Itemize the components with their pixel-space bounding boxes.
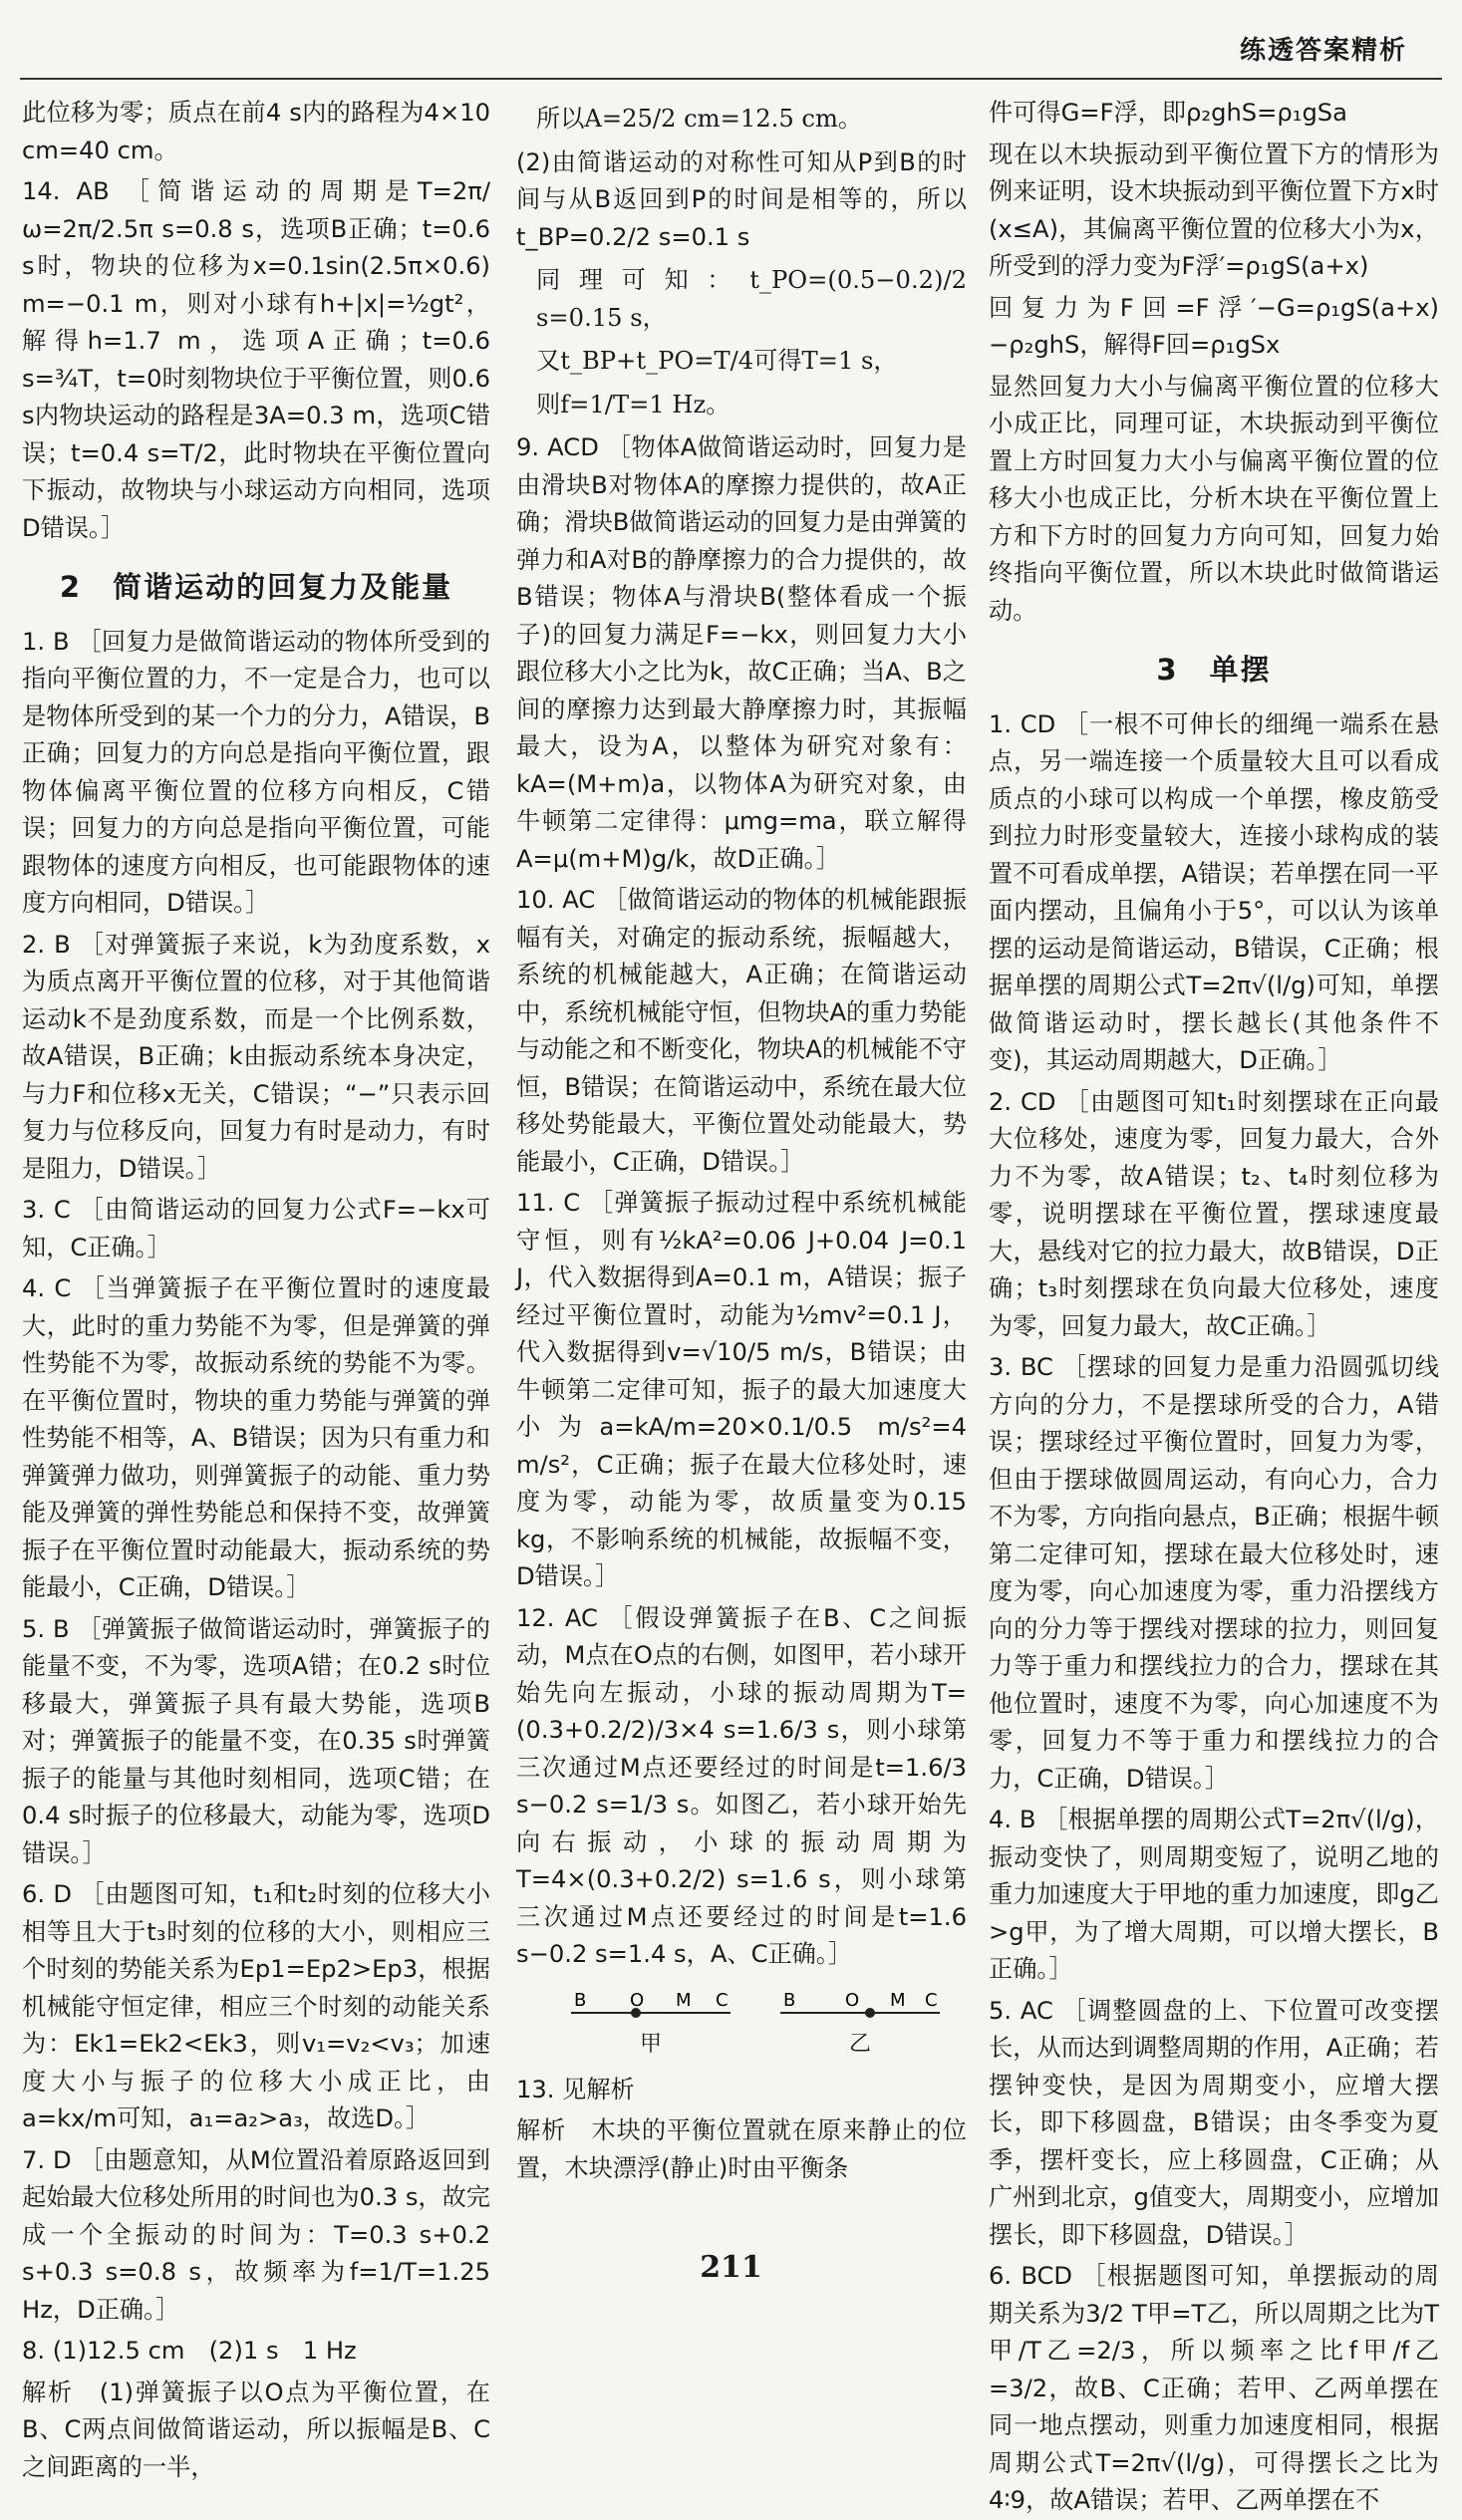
answer-2: 2. CD ［由题图可知t₁时刻摆球在正向最大位移处，速度为零，回复力最大，合外力不为零，故A错误；t₂、t₄时刻位移为零，说明摆球在平衡位置，摆球速度最大，悬线对它的拉力最大，故B错误，D正确；t₃时刻摆球在负向最大位移处，速度为零，回复力最大，故C正确。］ xyxy=(989,1087,1439,1340)
paragraph: 回复力为F回=F浮′−G=ρ₁gS(a+x)−ρ₂ghS，解得F回=ρ₁gSx xyxy=(989,293,1439,359)
figure-b-label: 乙 xyxy=(848,2031,871,2057)
paragraph: 件可得G=F浮，即ρ₂ghS=ρ₁gSa xyxy=(989,99,1347,127)
answer-1: 1. CD ［一根不可伸长的细绳一端系在悬点，另一端连接一个质量较大且可以看成质点的小球可以构成一个单摆，橡皮筋受到拉力时形变量较大，连接小球构成的装置不可看成单摆，A错误；若单摆在同一平面内摆动，且偏角小于5°，可以认为该单摆的运动是简谐运动，B错误，C正确；根据单摆的周期公式T=2π√(l/g)可知，单摆做简谐运动时，摆长越长(其他条件不变)，其运动周期越大，D正确。］ xyxy=(989,709,1439,1075)
label-M: M xyxy=(890,1989,906,2011)
figure-a-diagram xyxy=(566,1988,735,2028)
answer-3: 3. C ［由简谐运动的回复力公式F=−kx可知，C正确。］ xyxy=(22,1196,490,1261)
figure-b xyxy=(775,1988,945,2062)
answer-7: 7. D ［由题意知，从M位置沿着原路返回到起始最大位移处所用的时间也为0.3 s，故完成一个全振动的时间为：T=0.3 s+0.2 s+0.3 s=0.8 s，故频率为f=1/T=1.25 Hz，D正确。］ xyxy=(22,2145,490,2324)
answer-9: 9. ACD ［物体A做简谐运动时，回复力是由滑块B对物体A的摩擦力提供的，故A正确；滑块B做简谐运动的回复力是由弹簧的弹力和A对B的静摩擦力的合力提供的，故B错误；物体A与滑块B(整体看成一个振子)的回复力满足F=−kx，则回复力大小跟位移大小之比为k，故C正确；当A、B之间的摩擦力达到最大静摩擦力时，其振幅最大，设为A，以整体为研究对象有：kA=(M+m)a，以物体A为研究对象，由牛顿第二定律得：μmg=ma，联立解得A=μ(m+M)g/k，故D正确。］ xyxy=(516,433,967,873)
paragraph: 现在以木块振动到平衡位置下方的情形为例来证明，设木块振动到平衡位置下方x时(x≤A)，其偏离平衡位置的位移大小为x，所受到的浮力变为F浮′=ρ₁gS(a+x) xyxy=(989,140,1439,280)
label-B: B xyxy=(783,1989,796,2011)
label-O: O xyxy=(630,1989,645,2011)
paragraph: (2)由简谐运动的对称性可知从P到B的时间与从B返回到P的时间是相等的，所以t_BP=0.2/2 s=0.1 s xyxy=(516,147,967,251)
answer-5: 5. B ［弹簧振子做简谐运动时，弹簧振子的能量不变，不为零，选项A错；在0.2 s时位移最大，弹簧振子具有最大势能，选项B对；弹簧振子的能量不变，在0.35 s时弹簧振子的能量与其他时刻相同，选项C错；在0.4 s时振子的位移最大，动能为零，选项D错误。］ xyxy=(22,1614,490,1867)
answer-10: 10. AC ［做简谐运动的物体的机械能跟振幅有关，对确定的振动系统，振幅越大，系统的机械能越大，A正确；在简谐运动中，系统机械能守恒，但物块A的重力势能与动能之和不断变化，物块A的机械能不守恒，B错误；在简谐运动中，系统在最大位移处势能最大，平衡位置处动能最大，势能最小，C正确，D错误。］ xyxy=(516,886,967,1176)
analysis: 解析 (1)弹簧振子以O点为平衡位置，在B、C两点间做简谐运动，所以振幅是B、C之间距离的一半， xyxy=(22,2378,490,2481)
figure-b-diagram xyxy=(775,1988,945,2028)
figure-a-label: 甲 xyxy=(639,2031,662,2057)
label-B: B xyxy=(574,1989,587,2011)
answer-8: 8. (1)12.5 cm (2)1 s 1 Hz xyxy=(22,2337,357,2366)
answer-6: 6. BCD ［根据题图可知，单摆振动的周期关系为3/2 T甲=T乙，所以周期之比为T甲/T乙=2/3，所以频率之比f甲/f乙=3/2，故B、C正确；若甲、乙两单摆在同一地点摆动，则重力加速度相同，根据周期公式T=2π√(l/g)，可得摆长之比为4∶9，故A错误；若甲、乙两单摆在不 xyxy=(989,2262,1439,2515)
header-rule xyxy=(20,78,1442,80)
figure-a xyxy=(566,1988,735,2062)
analysis: 解析 木块的平衡位置就在原来静止的位置，木块漂浮(静止)时由平衡条 xyxy=(516,2116,967,2182)
label-C: C xyxy=(716,1989,729,2011)
page-number: 211 xyxy=(700,2250,762,2285)
answer-11: 11. C ［弹簧振子振动过程中系统机械能守恒，则有½kA²=0.06 J+0.04 J=0.1 J，代入数据得到A=0.1 m，A错误；振子经过平衡位置时，动能为½mv²=0.1 J，代入数据得到v=√10/5 m/s，B错误；由牛顿第二定律可知，振子的最大加速度大小为a=kA/m=20×0.1/0.5 m/s²=4 m/s²，C正确；振子在最大位移处时，速度为零，动能为零，故质量变为0.15 kg，不影响系统的机械能，故振幅不变，D错误。］ xyxy=(516,1189,967,1590)
column-left xyxy=(22,95,490,2481)
answer-5: 5. AC ［调整圆盘的上、下位置可改变摆长，从而达到调整周期的作用，A正确；若摆钟变快，是因为周期变小，应增大摆长，即下移圆盘，B错误；由冬季变为夏季，摆杆变长，应上移圆盘，C正确；从广州到北京，g值变大，周期变小，应增加摆长，即下移圆盘，D错误。］ xyxy=(989,1996,1439,2249)
answer-4: 4. C ［当弹簧振子在平衡位置时的速度最大，此时的重力势能不为零，但是弹簧的弹性势能不为零，故振动系统的势能不为零。在平衡位置时，物块的重力势能与弹簧的弹性势能不相等，A、B错误；因为只有重力和弹簧弹力做功，则弹簧振子的动能、重力势能及弹簧的弹性势能总和保持不变，故弹簧振子在平衡位置时动能最大，振动系统的势能最小，C正确，D错误。］ xyxy=(22,1274,490,1602)
label-C: C xyxy=(925,1989,938,2011)
answer-1: 1. B ［回复力是做简谐运动的物体所受到的指向平衡位置的力，不一定是合力，也可以是物体所受到的某一个力的分力，A错误，B正确；回复力的方向总是指向平衡位置，跟物体偏离平衡位置的位移方向相反，C错误；回复力的方向总是指向平衡位置，可能跟物体的速度方向相反，也可能跟物体的速度方向相同，D错误。］ xyxy=(22,627,490,918)
section-title: 2 简谐运动的回复力及能量 xyxy=(59,570,453,604)
formula: 则f=1/T=1 Hz。 xyxy=(536,390,731,419)
answer-6: 6. D ［由题图可知，t₁和t₂时刻的位移大小相等且大于t₃时刻的位移的大小，则相应三个时刻的势能关系为Ep1=Ep2>Ep3，根据机械能守恒定律，相应三个时刻的动能关系为：Ek1=Ek2<Ek3，则v₁=v₂<v₃；加速度大小与振子的位移大小成正比，由a=kx/m可知，a₁=a₂>a₃，故选D。］ xyxy=(22,1880,490,2133)
formula: 所以A=25/2 cm=12.5 cm。 xyxy=(536,105,863,133)
section-title: 3 单摆 xyxy=(1156,653,1272,687)
column-middle xyxy=(516,95,967,2222)
column-right xyxy=(989,95,1439,2515)
answer-13: 13. 见解析 xyxy=(516,2075,635,2103)
label-O: O xyxy=(845,1989,860,2011)
page-header: 练透答案精析 xyxy=(1239,36,1407,66)
answer-12: 12. AC ［假设弹簧振子在B、C之间振动，M点在O点的右侧，如图甲，若小球开始先向左振动，小球的振动周期为T=(0.3+0.2/2)/3×4 s=1.6/3 s，则小球第三次通过M点还要经过的时间是t=1.6/3 s−0.2 s=1/3 s。如图乙，若小球开始先向右振动，小球的振动周期为T=4×(0.3+0.2/2) s=1.6 s，则小球第三次通过M点还要经过的时间是t=1.6 s−0.2 s=1.4 s，A、C正确。］ xyxy=(516,1603,967,1968)
answer-3: 3. BC ［摆球的回复力是重力沿圆弧切线方向的分力，不是摆球所受的合力，A错误；摆球经过平衡位置时，回复力为零，但由于摆球做圆周运动，有向心力，合力不为零，方向指向悬点，B正确；根据牛顿第二定律可知，摆球在最大位移处时，速度为零，向心加速度为零，重力沿摆线方向的分力等于摆线对摆球的拉力，则回复力等于重力和摆线拉力的合力，摆球在其他位置时，速度不为零，向心加速度不为零，回复力不等于重力和摆线拉力的合力，C正确，D错误。］ xyxy=(989,1353,1439,1793)
formula: 同理可知：t_PO=(0.5−0.2)/2 s=0.15 s， xyxy=(536,266,967,332)
paragraph: 此位移为零；质点在前4 s内的路程为4×10 cm=40 cm。 xyxy=(22,99,490,164)
oscillation-figure xyxy=(566,1988,967,2062)
answer-2: 2. B ［对弹簧振子来说，k为劲度系数，x为质点离开平衡位置的位移，对于其他简谐运动k不是劲度系数，而是一个比例系数，故A错误，B正确；k由振动系统本身决定，与力F和位移x无关，C错误；“−”只表示回复力与位移反向，回复力有时是动力，有时是阻力，D错误。］ xyxy=(22,930,490,1183)
label-M: M xyxy=(676,1989,692,2011)
answer-4: 4. B ［根据单摆的周期公式T=2π√(l/g)，振动变快了，则周期变短了，说明乙地的重力加速度大于甲地的重力加速度，即g乙>g甲，为了增大周期，可以增大摆长，B正确。］ xyxy=(989,1806,1439,1984)
paragraph: 显然回复力大小与偏离平衡位置的位移大小成正比，同理可证，木块振动到平衡位置上方时回复力大小与偏离平衡位置的位移大小也成正比，分析木块在平衡位置上方和下方时的回复力方向可知，回复力始终指向平衡位置，所以木块此时做简谐运动。 xyxy=(989,372,1439,625)
formula: 又t_BP+t_PO=T/4可得T=1 s， xyxy=(536,347,898,375)
answer-14: 14. AB ［简谐运动的周期是T=2π/ω=2π/2.5π s=0.8 s，选项B正确；t=0.6 s时，物块的位移为x=0.1sin(2.5π×0.6) m=−0.1 m，则对小球有h+|x|=½gt²，解得h=1.7 m，选项A正确；t=0.6 s=¾T，t=0时刻物块位于平衡位置，则0.6 s内物块运动的路程是3A=0.3 m，选项C错误；t=0.4 s=T/2，此时物块在平衡位置向下振动，故物块与小球运动方向相同，选项D错误。］ xyxy=(22,177,490,542)
